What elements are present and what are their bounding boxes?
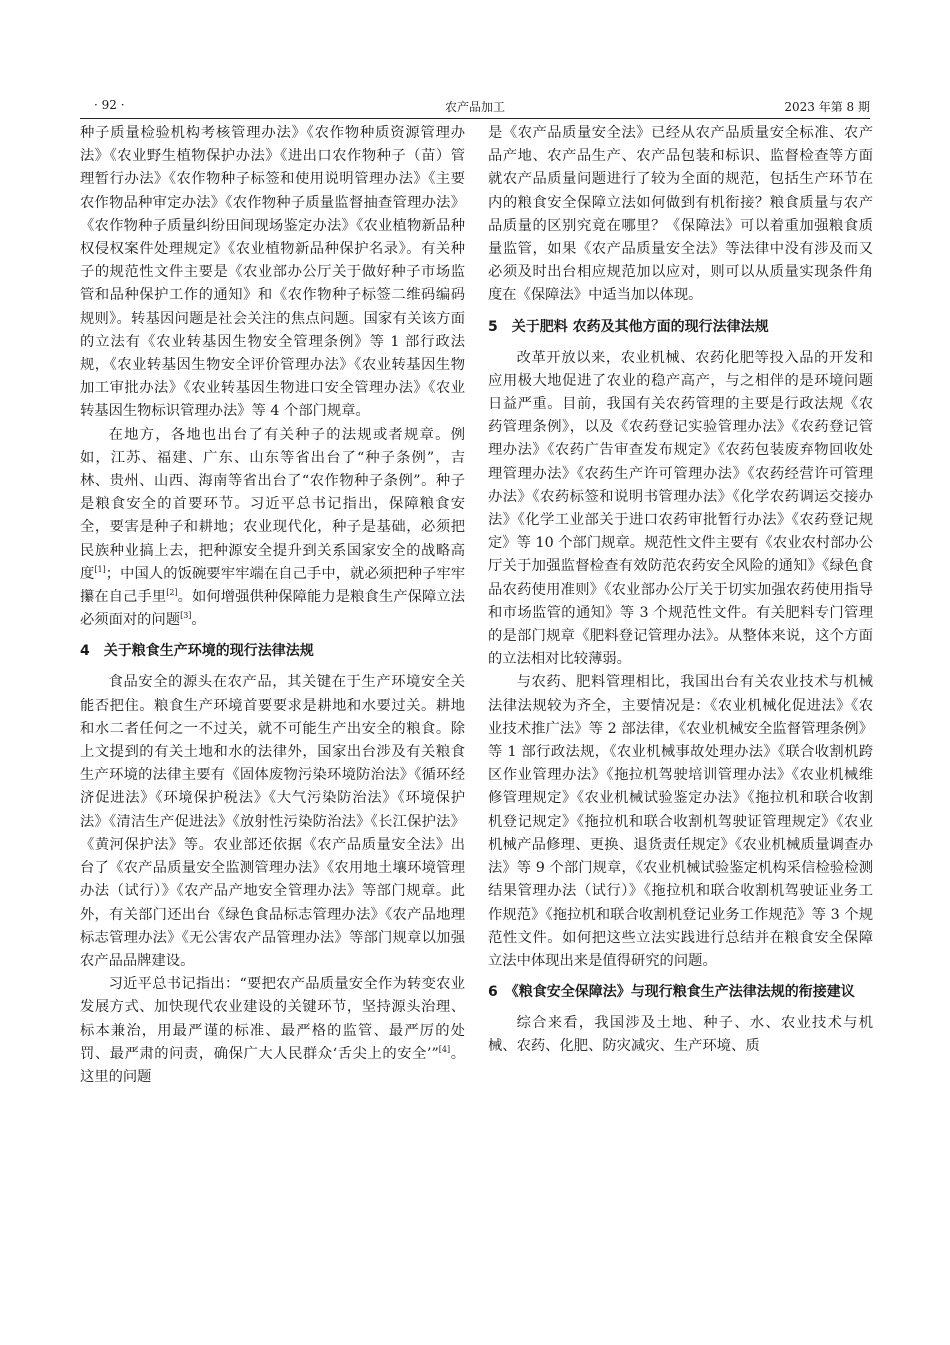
paragraph: 是《农产品质量安全法》已经从农产品质量安全标准、农产品产地、农产品生产、农产品包装和标识、监督检查等方面就农产品质量问题进行了较为全面的规范，包括生产环节在内的粮食安全保障立法如何做到有机衔接？粮食质量与农产品质量的区别究竟在哪里？《保障法》可以着重加强粮食质量监管，如果《农产品质量安全法》等法律中没有涉及而又必须及时出台相应规范加以应对，则可以从质量实现条件角度在《保障法》中适当加以体现。 [488, 125, 873, 304]
paragraph: 在地方，各地也出台了有关种子的法规或者规章。例如，江苏、福建、广东、山东等省出台了“种子条例”，吉林、贵州、山西、海南等省出台了“农作物种子条例”。种子是粮食安全的首要环节。习近平总书记指出，保障粮食安全，要害是种子和耕地；农业现代化，种子是基础，必须把民族种业搞上去，把种源安全提升到关系国家安全的战略高度[1]；中国人的饭碗要牢牢端在自己手中，就必须把种子牢牢攥在自己手里[2]。如何增强供种保障能力是粮食生产保障立法必须面对的问题[3]。 [80, 426, 466, 629]
paragraph: 与农药、肥料管理相比，我国出台有关农业技术与机械法律法规较为齐全，主要情况是：《农业机械化促进法》《农业技术推广法》等 2 部法律，《农业机械安全监督管理条例》等 1 部行政法规，《农业机械事故处理办法》《联合收割机跨区作业管理办法》《拖拉机驾驶培训管理办法》《农业机械维修管理规定》《农业机械试验鉴定办法》《拖拉机和联合收割机登记规定》《拖拉机和联合收割机驾驶证管理规定》《农业机械产品修理、更换、退货责任规定》《农业机械质量调查办法》等 9 个部门规章，《农业机械试验鉴定机构采信检验检测结果管理办法（试行）》《拖拉机和联合收割机驾驶证业务工作规范》《拖拉机和联合收割机登记业务工作规范》等 3 个规范性文件。如何把这些立法实践进行总结并在粮食安全保障立法中体现出来是值得研究的问题。 [488, 674, 873, 969]
citation: [3] [180, 611, 192, 621]
paragraph: 综合来看，我国涉及土地、种子、水、农业技术与机械、农药、化肥、防灾减灾、生产环境、质 [488, 1015, 873, 1055]
paragraph: 习近平总书记指出：“要把农产品质量安全作为转变农业发展方式、加快现代农业建设的关键环节，坚持源头治理、标本兼治，用最严谨的标准、最严格的监管、最严厉的处罚、最严肃的问责，确保广大人民群众‘舌尖上的安全’”[4]。这里的问题 [80, 976, 466, 1085]
page-header [80, 96, 870, 119]
left-column [80, 122, 465, 1089]
paragraph: 种子质量检验机构考核管理办法》《农作物种质资源管理办法》《农业野生植物保护办法》《进出口农作物种子（苗）管理暂行办法》《农作物种子标签和使用说明管理办法》《主要农作物品种审定办法》《农作物种子质量监督抽查管理办法》《农作物种子质量纠纷田间现场鉴定办法》《农业植物新品种权侵权案件处理规定》《农业植物新品种保护名录》。有关种子的规范性文件主要是《农业部办公厅关于做好种子市场监管和品种保护工作的通知》和《农作物种子标签二维码编码规则》。转基因问题是社会关注的焦点问题。国家有关该方面的立法有《农业转基因生物安全管理条例》等 1 部行政法规，《农业转基因生物安全评价管理办法》《农业转基因生物加工审批办法》《农业转基因生物进口安全管理办法》《农业转基因生物标识管理办法》等 4 个部门规章。 [80, 125, 465, 420]
citation: [4] [438, 1044, 451, 1054]
right-column [488, 122, 873, 1059]
paragraph: 食品安全的源头在农产品，其关键在于生产环境安全关能否把住。粮食生产环境首要要求是耕地和水要过关。耕地和水二者任何之一不过关，就不可能生产出安全的粮食。除上文提到的有关土地和水的法律外，国家出台涉及有关粮食生产环境的法律主要有《固体废物污染环境防治法》《循环经济促进法》《环境保护税法》《大气污染防治法》《环境保护法》《清洁生产促进法》《放射性污染防治法》《长江保护法》《黄河保护法》等。农业部还依据《农产品质量安全法》出台了《农产品质量安全监测管理办法》《农用地土壤环境管理办法（试行）》《农产品产地安全管理办法》等部门规章。此外，有关部门还出台《绿色食品标志管理办法》《农产品地理标志管理办法》《无公害农产品管理办法》等部门规章以加强农产品品牌建设。 [80, 674, 465, 969]
section-heading-4: 4 关于粮食生产环境的现行法律法规 [80, 643, 314, 660]
citation: [2] [166, 588, 178, 598]
citation: [1] [94, 565, 106, 575]
journal-name: 农产品加工 [444, 100, 505, 114]
issue-label: 2023 年第 8 期 [784, 100, 870, 114]
section-heading-6: 6 《粮食安全保障法》与现行粮食生产法律法规的衔接建议 [488, 984, 855, 1001]
page-number: · 92 · [94, 98, 125, 112]
paragraph: 改革开放以来，农业机械、农药化肥等投入品的开发和应用极大地促进了农业的稳产高产，与之相伴的是环境问题日益严重。目前，我国有关农药管理的主要是行政法规《农药管理条例》，以及《农药登记实验管理办法》《农药登记管理办法》《农药广告审查发布规定》《农药包装废弃物回收处理管理办法》《农药生产许可管理办法》《农药经营许可管理办法》《农药标签和说明书管理办法》《化学农药调运交接办法》《化学工业部关于进口农药审批暂行办法》《农药登记规定》等 10 个部门规章。规范性文件主要有《农业农村部办公厅关于加强监督检查有效防范农药安全风险的通知》《绿色食品农药使用准则》《农业部办公厅关于切实加强农药使用指导和市场监管的通知》等 3 个规范性文件。有关肥料专门管理的是部门规章《肥料登记管理办法》。从整体来说，这个方面的立法相对比较薄弱。 [488, 349, 873, 668]
section-heading-5: 5 关于肥料 农药及其他方面的现行法律法规 [488, 318, 769, 335]
